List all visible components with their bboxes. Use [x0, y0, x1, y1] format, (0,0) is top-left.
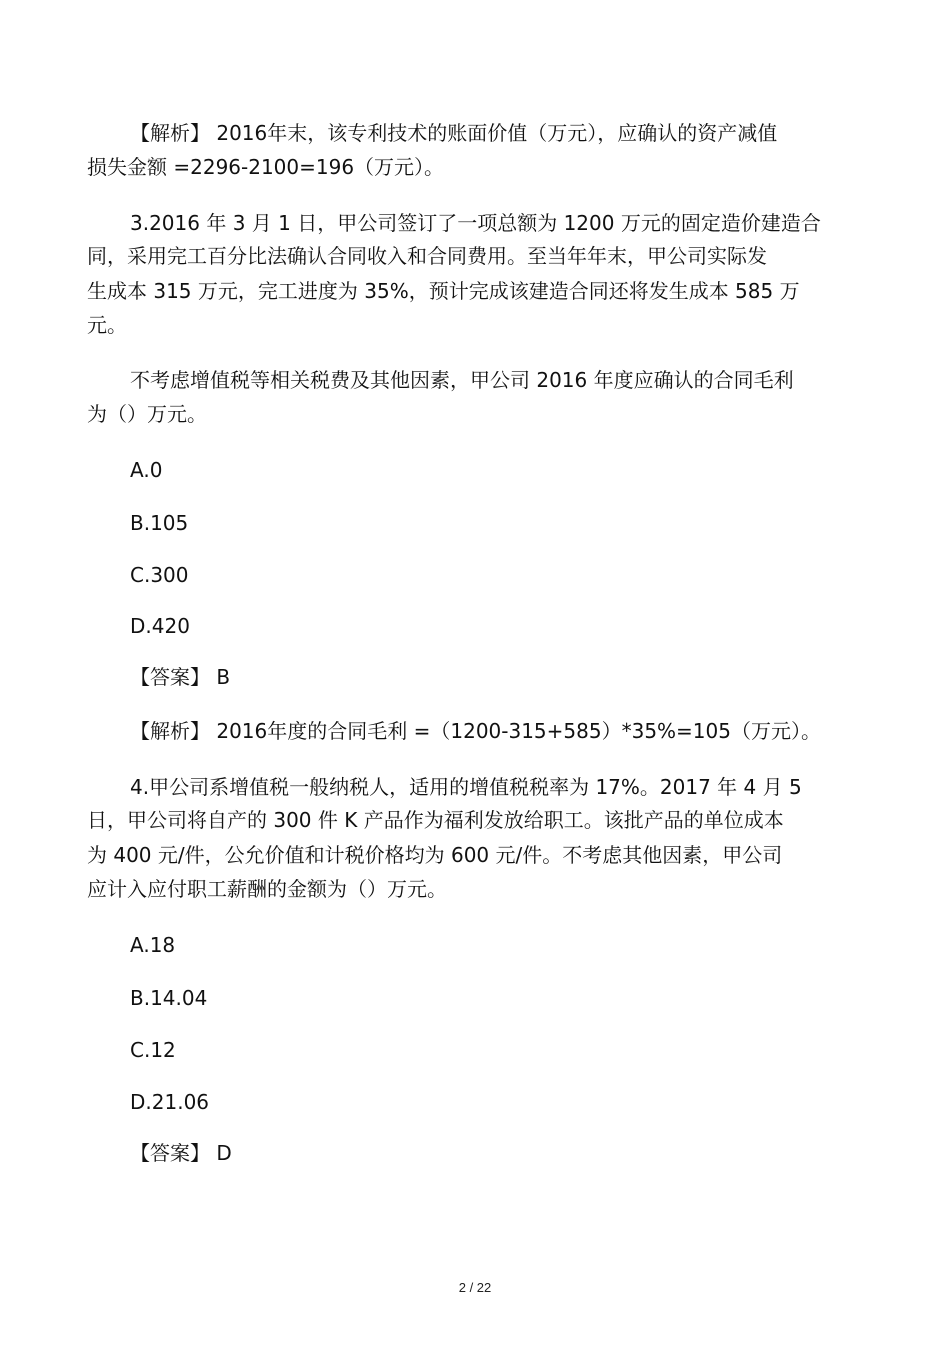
question-3-line-2: 同，采用完工百分比法确认合同收入和合同费用。至当年年末，甲公司实际发 — [87, 244, 767, 268]
option-d-2: D.21.06 — [130, 1090, 210, 1114]
option-a: A.0 — [130, 458, 163, 482]
analysis-line-2: 损失金额 =2296-2100=196（万元）。 — [87, 155, 445, 179]
question-4-line-1: 4.甲公司系增值税一般纳税人，适用的增值税税率为 17%。2017 年 4 月 5 — [130, 775, 802, 799]
analysis-line-3: 【解析】 2016年度的合同毛利 =（1200-315+585）*35%=105（万元）。 — [130, 719, 821, 743]
question-3-stem-line-2: 为（）万元。 — [87, 402, 207, 426]
option-b: B.105 — [130, 511, 189, 535]
question-3-line-1: 3.2016 年 3 月 1 日，甲公司签订了一项总额为 1200 万元的固定造价建造合 — [130, 211, 821, 235]
question-4-line-4: 应计入应付职工薪酬的金额为（）万元。 — [87, 877, 447, 901]
option-c-2: C.12 — [130, 1038, 176, 1062]
question-3-stem-line-1: 不考虑增值税等相关税费及其他因素，甲公司 2016 年度应确认的合同毛利 — [130, 368, 794, 392]
option-a-2: A.18 — [130, 933, 176, 957]
answer-line: 【答案】 B — [130, 665, 231, 689]
page-indicator: 2 / 22 — [458, 1280, 492, 1295]
question-4-line-2: 日，甲公司将自产的 300 件 K 产品作为福利发放给职工。该批产品的单位成本 — [87, 808, 784, 832]
analysis-line-1: 【解析】 2016年末，该专利技术的账面价值（万元），应确认的资产减值 — [130, 121, 778, 145]
question-3-line-4: 元。 — [87, 313, 127, 337]
option-d: D.420 — [130, 614, 190, 638]
answer-line-2: 【答案】 D — [130, 1141, 232, 1165]
option-c: C.300 — [130, 563, 189, 587]
question-3-line-3: 生成本 315 万元，完工进度为 35%，预计完成该建造合同还将发生成本 585 万 — [87, 279, 800, 303]
question-4-line-3: 为 400 元/件，公允价值和计税价格均为 600 元/件。不考虑其他因素，甲公司 — [87, 843, 783, 867]
option-b-2: B.14.04 — [130, 986, 208, 1010]
